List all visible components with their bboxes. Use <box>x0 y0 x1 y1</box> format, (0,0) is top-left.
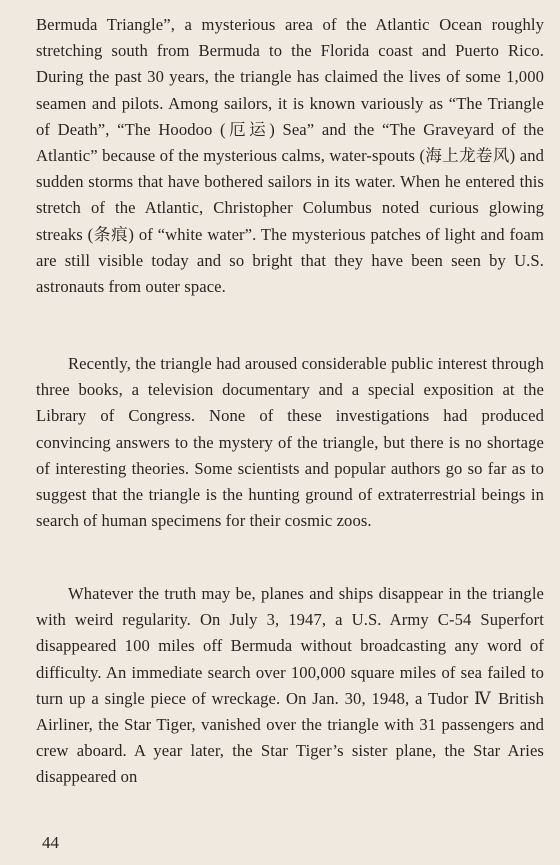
page-number: 44 <box>42 833 59 852</box>
paragraph-2: Recently, the triangle had aroused considerable public interest through three books, a television documentary and a special exposition at the Library of Congress. None of these investigations had produced convincing answers to the mystery of the triangle, but there is no shortage of interesting theories. Some scientists and popular authors go so far as to suggest that the triangle is the hunting ground of extraterrestrial beings in search of human specimens for their cosmic zoos. <box>36 354 544 531</box>
paragraph-1: Bermuda Triangle”, a mysterious area of the Atlantic Ocean roughly stretching south from Bermuda to the Florida coast and Puerto Rico. During the past 30 years, the triangle has claimed the lives of some 1,000 seamen and pilots. Among sailors, it is known variously as “The Triangle of Death”, “The Hoodoo (厄运) Sea” and the “The Graveyard of the Atlantic” because of the mysterious calms, water-spouts (海上龙卷风) and sudden storms that have bothered sailors in its water. When he entered this stretch of the Atlantic, Christopher Columbus noted curious glowing streaks (条痕) of “white water”. The mysterious patches of light and foam are still visible today and so bright that they have been seen by U.S. astronauts from outer space. <box>36 15 544 297</box>
paragraph-3: Whatever the truth may be, planes and ships disappear in the triangle with weird regularity. On July 3, 1947, a U.S. Army C-54 Superfort disappeared 100 miles off Bermuda without broadcasting any word of difficulty. An immediate search over 100,000 square miles of sea failed to turn up a single piece of wreckage. On Jan. 30, 1948, a Tudor Ⅳ British Airliner, the Star Tiger, vanished over the triangle with 31 passengers and crew aboard. A year later, the Star Tiger’s sister plane, the Star Aries disappeared on <box>36 584 544 787</box>
